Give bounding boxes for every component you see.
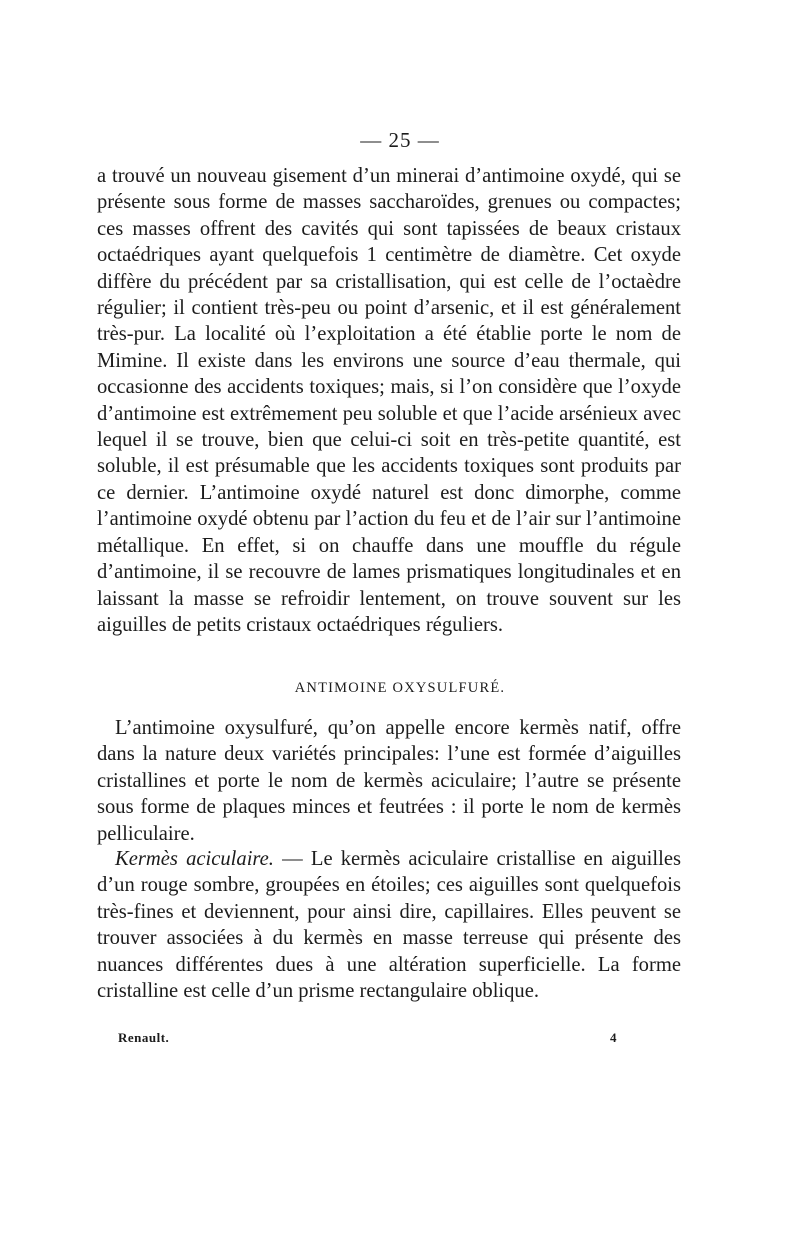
paragraph-body-text: — Le kermès aciculaire cristallise en aiguilles d’un rouge sombre, groupées en étoiles; ces aiguilles sont quelquefois très-fines et deviennent, pour ainsi dire, capillaires. Elles peuvent se trouver associées à du kermès en masse terreuse qui présente des nuances différentes dues à une altération superficielle. La forme cristalline est celle d’un prisme rectangulaire oblique. bbox=[97, 848, 681, 1003]
page-number: — 25 — bbox=[360, 128, 440, 152]
signature-number: 4 bbox=[610, 1030, 617, 1045]
paragraph-lead-italic: Kermès aciculaire. bbox=[115, 848, 274, 870]
paragraph-kermes-aciculaire bbox=[97, 846, 681, 1004]
paragraph-oxysulfure-intro: L’antimoine oxysulfuré, qu’on appelle encore kermès natif, offre dans la nature deux variétés principales: l’une est formée d’aiguilles cristallines et porte le nom de kermès aciculaire; l’autre se présente sous forme de plaques minces et feutrées : il porte le nom de kermès pelliculaire. bbox=[97, 717, 681, 845]
section-heading: ANTIMOINE OXYSULFURÉ. bbox=[294, 680, 506, 696]
signature-mark: Renault. bbox=[118, 1030, 170, 1045]
paragraph-antimoine-oxyde: a trouvé un nouveau gisement d’un minerai d’antimoine oxydé, qui se présente sous forme de masses saccharoïdes, grenues ou compactes; ces masses offrent des cavités qui sont tapissées de beaux cristaux octaédriques ayant quelquefois 1 centimètre de diamètre. Cet oxyde diffère du précédent par sa cristallisation, qui est celle de l’octaèdre régulier; il contient très-peu ou point d’arsenic, et il est généralement très-pur. La localité où l’exploitation a été établie porte le nom de Mimine. Il existe dans les environs une source d’eau thermale, qui occasionne des accidents toxiques; mais, si l’on considère que l’oxyde d’antimoine est extrêmement peu soluble et que l’acide arsénieux avec lequel il se trouve, bien que celui-ci soit en très-petite quantité, est soluble, il est présumable que les accidents toxiques sont produits par ce dernier. L’antimoine oxydé naturel est donc dimorphe, comme l’antimoine oxydé obtenu par l’action du feu et de l’air sur l’antimoine métallique. En effet, si on chauffe dans une mouffle du régule d’antimoine, il se recouvre de lames prismatiques longitudinales et en laissant la masse se refroidir lentement, on trouve souvent sur les aiguilles de petits cristaux octaédriques réguliers. bbox=[97, 165, 681, 636]
